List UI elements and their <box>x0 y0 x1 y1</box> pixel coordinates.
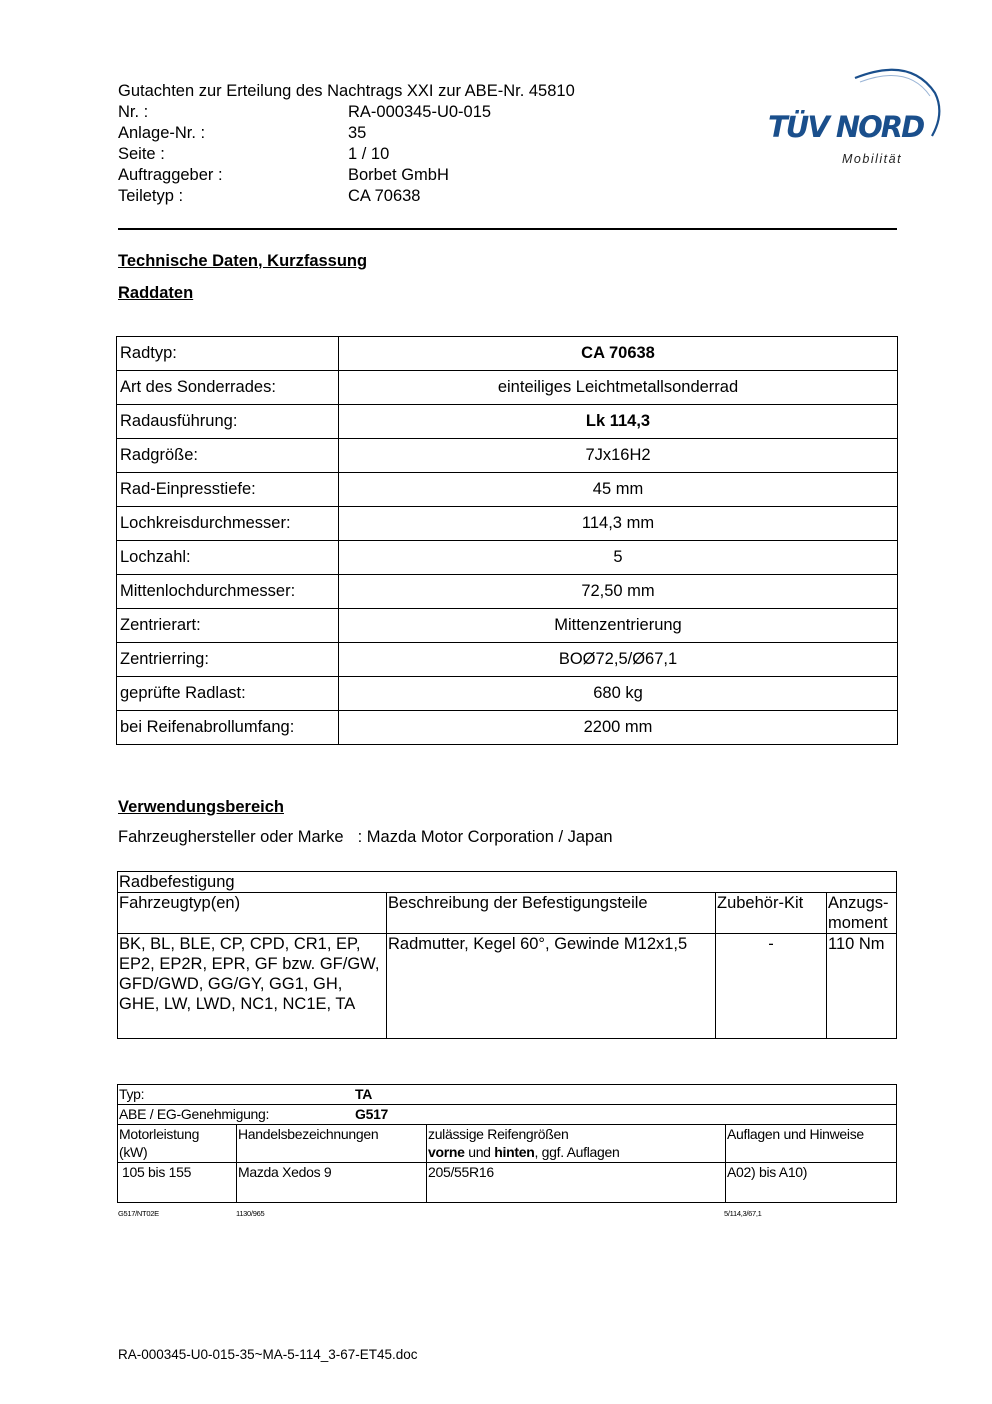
raddaten-row <box>117 643 898 677</box>
h-auflagen: Auflagen und Hinweise <box>726 1125 897 1163</box>
raddaten-value: 7Jx16H2 <box>339 439 898 473</box>
abe-label: ABE / EG-Genehmigung: <box>119 1106 270 1122</box>
tuev-nord-logo <box>760 58 945 173</box>
document-title: Gutachten zur Erteilung des Nachtrags XXI zur ABE-Nr. 45810 <box>118 82 575 100</box>
h-reifen: zulässige Reifengrößen vorne und hinten, ggf. Auflagen <box>427 1125 726 1163</box>
raddaten-row <box>117 337 898 371</box>
header-row-nr: Nr. : RA-000345-U0-015 <box>118 103 492 121</box>
document-header <box>118 81 575 207</box>
header-row-seite: Seite : 1 / 10 <box>118 145 390 163</box>
abe-row <box>118 1105 897 1125</box>
radbefestigung-title: Radbefestigung <box>118 872 897 893</box>
document-footer: RA-000345-U0-015-35~MA-5-114_3-67-ET45.doc <box>118 1347 418 1362</box>
raddaten-label: Radausführung: <box>117 405 339 439</box>
cell-motor: 105 bis 155 <box>118 1163 237 1203</box>
typ-table <box>117 1084 897 1203</box>
raddaten-row <box>117 609 898 643</box>
typ-label: Typ: <box>119 1086 145 1102</box>
raddaten-row <box>117 371 898 405</box>
code-genehmigung: G517/NT02E <box>118 1209 159 1218</box>
raddaten-label: Zentrierart: <box>117 609 339 643</box>
header-row-anlage: Anlage-Nr. : 35 <box>118 124 367 142</box>
raddaten-value: 114,3 mm <box>339 507 898 541</box>
col-anzugsmoment: Anzugs- moment <box>827 893 897 934</box>
raddaten-row <box>117 677 898 711</box>
section-tech: Technische Daten, Kurzfassung <box>118 252 368 270</box>
raddaten-value: 45 mm <box>339 473 898 507</box>
raddaten-value: Mittenzentrierung <box>339 609 898 643</box>
raddaten-label: Art des Sonderrades: <box>117 371 339 405</box>
raddaten-label: geprüfte Radlast: <box>117 677 339 711</box>
usage-line <box>118 828 613 847</box>
abe-value: G517 <box>355 1106 389 1122</box>
raddaten-value: 72,50 mm <box>339 575 898 609</box>
code-lochkreis: 5/114,3/67,1 <box>724 1209 762 1218</box>
typ-value: TA <box>355 1086 373 1102</box>
cell-auflagen: A02) bis A10) <box>726 1163 897 1203</box>
section-raddaten: Raddaten <box>118 284 194 302</box>
raddaten-row <box>117 711 898 745</box>
raddaten-value: 5 <box>339 541 898 575</box>
cell-kit: - <box>716 934 827 1039</box>
section-verwendung: Verwendungsbereich <box>118 798 284 816</box>
raddaten-value: 2200 mm <box>339 711 898 745</box>
logo-subtitle: Mobilität <box>842 152 903 166</box>
raddaten-value: einteiliges Leichtmetallsonderrad <box>339 371 898 405</box>
raddaten-table <box>116 336 898 745</box>
raddaten-value: BOØ72,5/Ø67,1 <box>339 643 898 677</box>
raddaten-row <box>117 575 898 609</box>
h-handel: Handelsbezeichnungen <box>237 1125 427 1163</box>
col-zubehoer: Zubehör-Kit <box>716 893 827 934</box>
raddaten-label: Lochkreisdurchmesser: <box>117 507 339 541</box>
cell-types: BK, BL, BLE, CP, CPD, CR1, EP, EP2, EP2R, EPR, GF bzw. GF/GW, GFD/GWD, GG/GY, GG1, GH, GHE, LW, LWD, NC1, NC1E, TA <box>118 934 387 1039</box>
raddaten-label: Mittenlochdurchmesser: <box>117 575 339 609</box>
raddaten-label: Radtyp: <box>117 337 339 371</box>
raddaten-value: 680 kg <box>339 677 898 711</box>
raddaten-label: Rad-Einpresstiefe: <box>117 473 339 507</box>
raddaten-value: CA 70638 <box>339 337 898 371</box>
cell-handel: Mazda Xedos 9 <box>237 1163 427 1203</box>
col-beschreibung: Beschreibung der Befestigungsteile <box>387 893 716 934</box>
raddaten-row <box>117 541 898 575</box>
logo-brand: TÜV NORD <box>768 110 924 144</box>
radbefestigung-table <box>117 871 897 1039</box>
usage-value: Mazda Motor Corporation / Japan <box>366 828 613 846</box>
raddaten-label: bei Reifenabrollumfang: <box>117 711 339 745</box>
header-row-teiletyp: Teiletyp : CA 70638 <box>118 187 421 205</box>
raddaten-row <box>117 439 898 473</box>
h-motor: Motorleistung (kW) <box>118 1125 237 1163</box>
header-row-auftraggeber: Auftraggeber : Borbet GmbH <box>118 166 449 184</box>
cell-desc: Radmutter, Kegel 60°, Gewinde M12x1,5 <box>387 934 716 1039</box>
raddaten-row <box>117 507 898 541</box>
header-divider <box>118 228 897 230</box>
raddaten-row <box>117 473 898 507</box>
col-fahrzeugtyp: Fahrzeugtyp(en) <box>118 893 387 934</box>
raddaten-label: Zentrierring: <box>117 643 339 677</box>
code-gewicht: 1130/965 <box>236 1209 265 1218</box>
raddaten-label: Radgröße: <box>117 439 339 473</box>
raddaten-label: Lochzahl: <box>117 541 339 575</box>
usage-colon: : <box>357 828 363 846</box>
typ-row <box>118 1085 897 1105</box>
cell-reifen: 205/55R16 <box>427 1163 726 1203</box>
cell-torque: 110 Nm <box>827 934 897 1039</box>
usage-label: Fahrzeughersteller oder Marke <box>118 828 344 846</box>
raddaten-row <box>117 405 898 439</box>
raddaten-value: Lk 114,3 <box>339 405 898 439</box>
